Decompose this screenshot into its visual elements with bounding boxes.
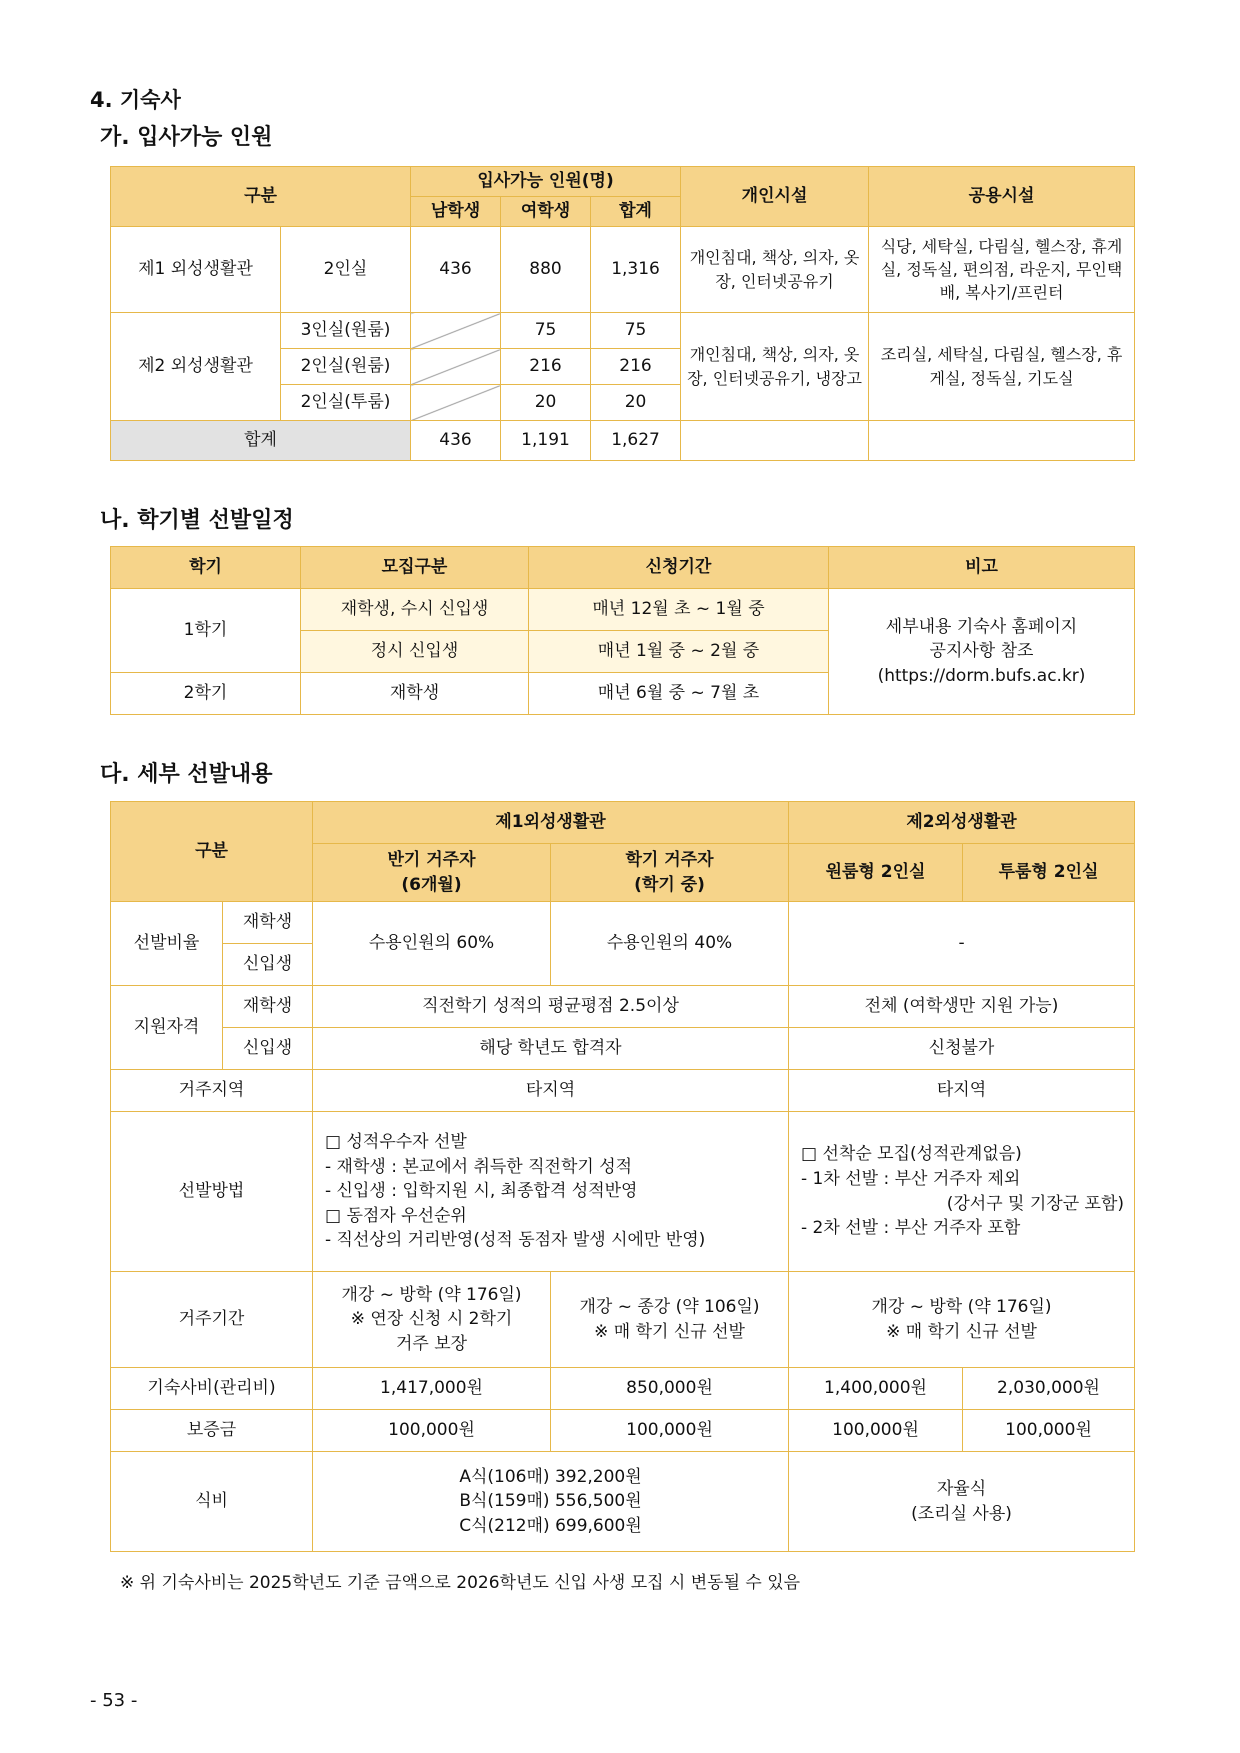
header-line: 반기 거주자 xyxy=(387,849,476,870)
hall2-room: 2인실(투룸) xyxy=(281,385,411,421)
ratio-half: 수용인원의 60% xyxy=(313,902,551,986)
hall1-total: 1,316 xyxy=(591,227,681,313)
sum-female: 1,191 xyxy=(501,421,591,461)
hall2-male-empty xyxy=(411,385,501,421)
hall2-male-empty xyxy=(411,313,501,349)
ratio-hall2: - xyxy=(789,902,1135,986)
schedule-note xyxy=(829,589,1135,715)
sum-label: 합계 xyxy=(111,421,411,461)
hall2-total: 20 xyxy=(591,385,681,421)
hall2-personal: 개인침대, 책상, 의자, 옷장, 인터넷공유기, 냉장고 xyxy=(681,313,869,421)
period-line: ※ 연장 신청 시 2학기 xyxy=(350,1309,513,1330)
page-number: - 53 - xyxy=(90,1690,138,1711)
meal-line: 자율식 xyxy=(936,1478,987,1499)
fee-half: 1,417,000원 xyxy=(313,1368,551,1410)
meal-hall2 xyxy=(789,1452,1135,1552)
hall2-total: 216 xyxy=(591,349,681,385)
table-row xyxy=(111,902,1135,944)
table-row xyxy=(111,589,1135,631)
header-category: 구분 xyxy=(111,802,313,902)
hall2-female: 75 xyxy=(501,313,591,349)
section-title: 4. 기숙사 xyxy=(90,88,181,112)
header-line: (학기 중) xyxy=(634,874,705,895)
ratio-sem: 수용인원의 40% xyxy=(551,902,789,986)
table-row xyxy=(111,227,1135,313)
table-row xyxy=(111,1272,1135,1368)
eligibility-hall1-enrolled: 직전학기 성적의 평균평점 2.5이상 xyxy=(313,986,789,1028)
header-type: 모집구분 xyxy=(301,547,529,589)
period: 매년 12월 초 ~ 1월 중 xyxy=(529,589,829,631)
method-line: - 2차 선발 : 부산 거주자 포함 xyxy=(801,1218,1021,1239)
period-sem xyxy=(551,1272,789,1368)
hall2-male-empty xyxy=(411,349,501,385)
eligibility-hall1-freshman: 해당 학년도 합격자 xyxy=(313,1028,789,1070)
header-semester-resident xyxy=(551,844,789,902)
method-line: - 신입생 : 입학지원 시, 최종합격 성적반영 xyxy=(325,1181,638,1202)
header-oneroom: 원룸형 2인실 xyxy=(789,844,963,902)
period: 매년 6월 중 ~ 7월 초 xyxy=(529,673,829,715)
header-note: 비고 xyxy=(829,547,1135,589)
subsection-title-details: 다. 세부 선발내용 xyxy=(100,762,273,787)
ratio-freshman: 신입생 xyxy=(223,944,313,986)
eligibility-hall2-enrolled: 전체 (여학생만 지원 가능) xyxy=(789,986,1135,1028)
period-line: 개강 ~ 방학 (약 176일) xyxy=(341,1284,522,1305)
period-label: 거주기간 xyxy=(111,1272,313,1368)
header-half-year xyxy=(313,844,551,902)
period-line: 거주 보장 xyxy=(395,1333,468,1354)
hall2-name: 제2 외성생활관 xyxy=(111,313,281,421)
subsection-title-schedule: 나. 학기별 선발일정 xyxy=(100,508,294,533)
fee-tworoom: 2,030,000원 xyxy=(963,1368,1135,1410)
header-semester: 학기 xyxy=(111,547,301,589)
header-female: 여학생 xyxy=(501,197,591,227)
period-line: 개강 ~ 종강 (약 106일) xyxy=(579,1296,760,1317)
region-label: 거주지역 xyxy=(111,1070,313,1112)
eligibility-label: 지원자격 xyxy=(111,986,223,1070)
table-row xyxy=(111,1452,1135,1552)
table-row xyxy=(111,1410,1135,1452)
period-line: ※ 매 학기 신규 선발 xyxy=(594,1321,745,1342)
note-line: 공지사항 참조 xyxy=(929,641,1034,662)
header-total: 합계 xyxy=(591,197,681,227)
hall1-shared: 식당, 세탁실, 다림실, 헬스장, 휴게실, 정독실, 편의점, 라운지, 무인택배, 복사기/프린터 xyxy=(869,227,1135,313)
period: 매년 1월 중 ~ 2월 중 xyxy=(529,631,829,673)
eligibility-hall2-freshman: 신청불가 xyxy=(789,1028,1135,1070)
semester-1: 1학기 xyxy=(111,589,301,673)
ratio-label: 선발비율 xyxy=(111,902,223,986)
table-row-sum xyxy=(111,421,1135,461)
method-line: - 재학생 : 본교에서 취득한 직전학기 성적 xyxy=(325,1156,633,1177)
header-period: 신청기간 xyxy=(529,547,829,589)
method-line: □ 성적우수자 선발 xyxy=(325,1131,467,1152)
hall1-room: 2인실 xyxy=(281,227,411,313)
header-hall2: 제2외성생활관 xyxy=(789,802,1135,844)
table-row xyxy=(111,313,1135,349)
hall1-personal: 개인침대, 책상, 의자, 옷장, 인터넷공유기 xyxy=(681,227,869,313)
region-hall1: 타지역 xyxy=(313,1070,789,1112)
hall2-room: 3인실(원룸) xyxy=(281,313,411,349)
header-personal: 개인시설 xyxy=(681,167,869,227)
period-line: 개강 ~ 방학 (약 176일) xyxy=(871,1296,1052,1317)
header-line: 학기 거주자 xyxy=(625,849,714,870)
hall1-female: 880 xyxy=(501,227,591,313)
hall2-shared: 조리실, 세탁실, 다림실, 헬스장, 휴게실, 정독실, 기도실 xyxy=(869,313,1135,421)
type: 재학생, 수시 신입생 xyxy=(301,589,529,631)
fee-oneroom: 1,400,000원 xyxy=(789,1368,963,1410)
footnote: ※ 위 기숙사비는 2025학년도 기준 금액으로 2026학년도 신입 사생 모집 시 변동될 수 있음 xyxy=(120,1573,801,1593)
header-shared: 공용시설 xyxy=(869,167,1135,227)
region-hall2: 타지역 xyxy=(789,1070,1135,1112)
meal-label: 식비 xyxy=(111,1452,313,1552)
meal-line: B식(159매) 556,500원 xyxy=(459,1491,642,1512)
meal-line: C식(212매) 699,600원 xyxy=(459,1515,642,1536)
table-row xyxy=(111,1028,1135,1070)
method-line: (강서구 및 기장군 포함) xyxy=(946,1193,1125,1214)
eligibility-enrolled: 재학생 xyxy=(223,986,313,1028)
table-row xyxy=(111,1070,1135,1112)
period-hall2 xyxy=(789,1272,1135,1368)
hall2-room: 2인실(원룸) xyxy=(281,349,411,385)
meal-line: A식(106매) 392,200원 xyxy=(459,1466,642,1487)
semester-2: 2학기 xyxy=(111,673,301,715)
type: 재학생 xyxy=(301,673,529,715)
header-capacity: 입사가능 인원(명) xyxy=(411,167,681,197)
details-table xyxy=(110,801,1135,1552)
table-row xyxy=(111,1112,1135,1272)
deposit-oneroom: 100,000원 xyxy=(789,1410,963,1452)
header-line: (6개월) xyxy=(401,874,462,895)
note-link[interactable]: (https://dorm.bufs.ac.kr) xyxy=(877,665,1086,686)
sum-total: 1,627 xyxy=(591,421,681,461)
sum-male: 436 xyxy=(411,421,501,461)
deposit-sem: 100,000원 xyxy=(551,1410,789,1452)
hall2-total: 75 xyxy=(591,313,681,349)
note-line: 세부내용 기숙사 홈페이지 xyxy=(885,616,1078,637)
deposit-half: 100,000원 xyxy=(313,1410,551,1452)
sum-personal-empty xyxy=(681,421,869,461)
table-row xyxy=(111,986,1135,1028)
method-line: - 직선상의 거리반영(성적 동점자 발생 시에만 반영) xyxy=(325,1230,706,1251)
method-hall2 xyxy=(789,1112,1135,1272)
table-row xyxy=(111,1368,1135,1410)
fee-label: 기숙사비(관리비) xyxy=(111,1368,313,1410)
method-label: 선발방법 xyxy=(111,1112,313,1272)
hall2-female: 20 xyxy=(501,385,591,421)
capacity-table xyxy=(110,166,1135,461)
ratio-enrolled: 재학생 xyxy=(223,902,313,944)
method-line: □ 동점자 우선순위 xyxy=(325,1205,467,1226)
sum-shared-empty xyxy=(869,421,1135,461)
deposit-label: 보증금 xyxy=(111,1410,313,1452)
method-line: □ 선착순 모집(성적관계없음) xyxy=(801,1144,1022,1165)
hall1-male: 436 xyxy=(411,227,501,313)
header-category: 구분 xyxy=(111,167,411,227)
header-male: 남학생 xyxy=(411,197,501,227)
method-line: - 1차 선발 : 부산 거주자 제외 xyxy=(801,1168,1021,1189)
type: 정시 신입생 xyxy=(301,631,529,673)
method-hall1 xyxy=(313,1112,789,1272)
header-hall1: 제1외성생활관 xyxy=(313,802,789,844)
meal-line: (조리실 사용) xyxy=(911,1503,1012,1524)
period-half xyxy=(313,1272,551,1368)
header-tworoom: 투룸형 2인실 xyxy=(963,844,1135,902)
deposit-tworoom: 100,000원 xyxy=(963,1410,1135,1452)
meal-hall1 xyxy=(313,1452,789,1552)
fee-sem: 850,000원 xyxy=(551,1368,789,1410)
period-line: ※ 매 학기 신규 선발 xyxy=(886,1321,1037,1342)
hall1-name: 제1 외성생활관 xyxy=(111,227,281,313)
schedule-table xyxy=(110,546,1135,715)
subsection-title-capacity: 가. 입사가능 인원 xyxy=(100,125,273,150)
hall2-female: 216 xyxy=(501,349,591,385)
eligibility-freshman: 신입생 xyxy=(223,1028,313,1070)
